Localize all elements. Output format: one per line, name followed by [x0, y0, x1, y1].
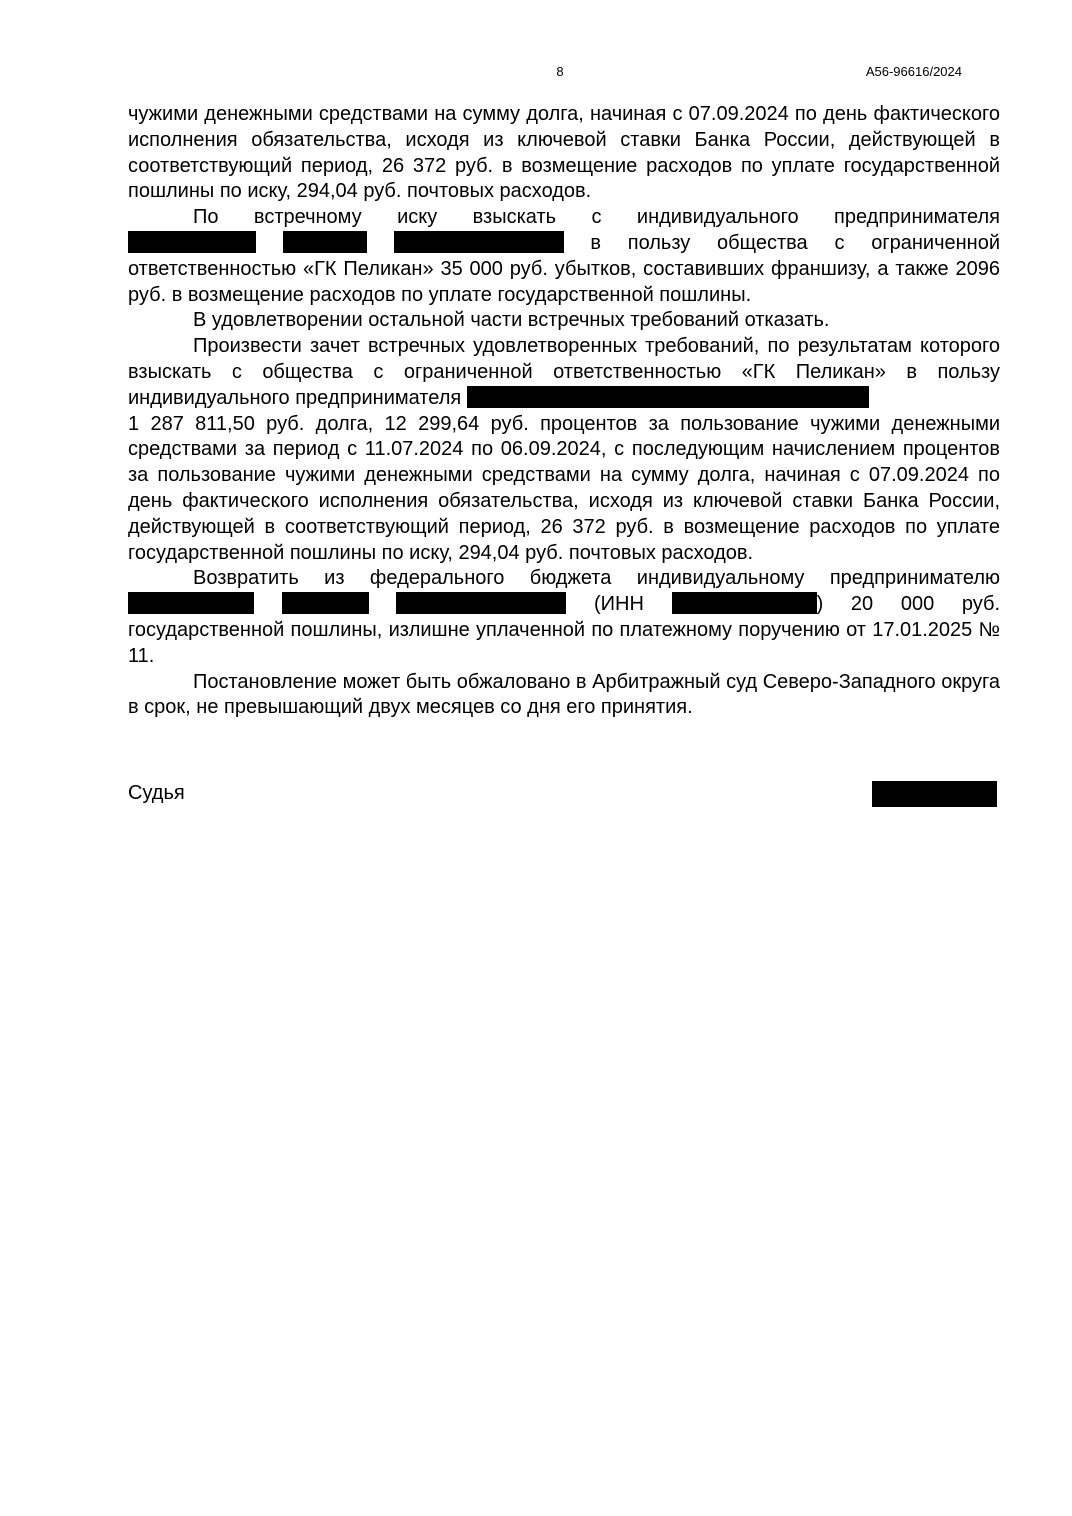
- paragraph-5-line-1: Возвратить из федерального бюджета индивидуальному предпринимателю: [193, 567, 1000, 590]
- signature-redaction: [872, 781, 997, 807]
- paragraph-6: Постановление может быть обжаловано в Арбитражный суд Северо-Западного округа в срок, не превышающий двух месяцев со дня его принятия.: [128, 670, 1000, 719]
- signature-label: Судья: [128, 782, 185, 804]
- refund-amount: ) 20 000 руб.: [816, 593, 1001, 616]
- paragraph-2-line-1: По встречному иску взыскать с индивидуального предпринимателя: [193, 206, 1000, 229]
- document-body: [128, 102, 1000, 721]
- redaction-block: [128, 592, 254, 614]
- paragraph-5-line-2: [128, 592, 1000, 618]
- redaction-block: [282, 592, 369, 614]
- paragraph-3: В удовлетворении остальной части встречных требований отказать.: [193, 309, 830, 332]
- paragraph-4-text: Произвести зачет встречных удовлетворенных требований, по результатам которого взыскать с общества с ограниченной ответственностью «ГК Пеликан» в пользу индивидуального предпринимателя: [128, 335, 1000, 409]
- paragraph-2-line-2: [128, 231, 1000, 257]
- case-number: А56-96616/2024: [865, 64, 962, 79]
- redaction-block: [128, 231, 256, 253]
- inn-label: (ИНН: [594, 593, 644, 616]
- redaction-block: [672, 592, 817, 614]
- paragraph-4-rest: 1 287 811,50 руб. долга, 12 299,64 руб. процентов за пользование чужими денежными средствами за период с 11.07.2024 по 06.09.2024, с последующим начислением процентов за пользование чужими денежными средствами на сумму долга, начиная с 07.09.2024 по день фактического исполнения обязательства, исходя из ключевой ставки Банка России, действующей в соответствующий период, 26 372 руб. в возмещение расходов по уплате государственной пошлины по иску, 294,04 руб. почтовых расходов.: [128, 412, 1000, 564]
- paragraph-5-rest: государственной пошлины, излишне уплаченной по платежному поручению от 17.01.2025 № 11.: [128, 618, 1000, 667]
- paragraph-2-rest: ответственностью «ГК Пеликан» 35 000 руб. убытков, составивших франшизу, а также 2096 руб. в возмещение расходов по уплате государственной пошлины.: [128, 257, 1000, 306]
- paragraph-1: чужими денежными средствами на сумму долга, начиная с 07.09.2024 по день фактического исполнения обязательства, исходя из ключевой ставки Банка России, действующей в соответствующий период, 26 372 руб. в возмещение расходов по уплате государственной пошлины по иску, 294,04 руб. почтовых расходов.: [128, 103, 1000, 203]
- page-number: 8: [556, 64, 564, 79]
- redaction-block: [467, 386, 869, 408]
- paragraph-4-start: [128, 334, 1000, 411]
- redaction-block: [283, 231, 367, 253]
- redaction-block: [396, 592, 566, 614]
- redaction-block: [394, 231, 564, 253]
- paragraph-2-text: в пользу общества с ограниченной: [590, 231, 1001, 254]
